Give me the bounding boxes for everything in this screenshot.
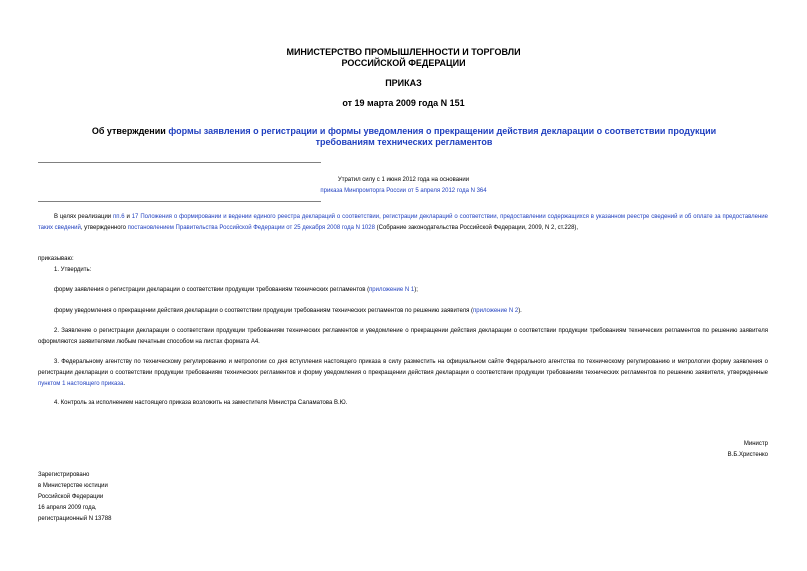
registration-line-1: Зарегистрировано: [38, 472, 90, 478]
form-1-end: );: [414, 287, 418, 293]
item-1: 1. Утвердить:: [54, 267, 92, 273]
divider-top: [38, 162, 321, 163]
registration-block: [38, 470, 238, 525]
form-2-text: форму уведомления о прекращении действия декларации о соответствии продукции требованиям технических регламентов по решению заявителя (: [54, 308, 474, 314]
item-2: 2. Заявление о регистрации декларации о соответствии продукции требованиям технических регламентов и уведомление о прекращении действия декларации о соответствии продукции требованиям технических регламентов по решению заявителя оформляются заявителями любым печатным способом на листах формата А4.: [38, 328, 768, 345]
item-4: 4. Контроль за исполнением настоящего приказа возложить на заместителя Министра Саламатова В.Ю.: [54, 400, 348, 406]
ministry-line-1: МИНИСТЕРСТВО ПРОМЫШЛЕННОСТИ И ТОРГОВЛИ: [286, 47, 521, 57]
signature-name: В.Б.Христенко: [727, 452, 768, 458]
appendix-2-link[interactable]: приложение N 2: [473, 308, 519, 314]
preamble-text-5: (Собрание законодательства Российской Федерации, 2009, N 2, ст.228),: [374, 225, 579, 231]
form-2-line: [38, 306, 768, 317]
ministry-line-2: РОССИЙСКОЙ ФЕДЕРАЦИИ: [341, 58, 466, 68]
repeal-note: [300, 175, 507, 197]
registration-line-3: Российской Федерации: [38, 494, 104, 500]
form-1-line: [38, 285, 768, 296]
preamble-text-2: и: [124, 214, 132, 220]
preamble-text-1: В целях реализации: [54, 214, 114, 220]
doc-date-number: от 19 марта 2009 года N 151: [342, 98, 465, 108]
doc-title: [80, 126, 728, 148]
preamble-text-4: , утвержденного: [80, 225, 128, 231]
doc-type: ПРИКАЗ: [385, 78, 422, 88]
registration-line-4: 16 апреля 2009 года,: [38, 505, 97, 511]
preamble-link-pp6[interactable]: пп.6: [113, 214, 125, 220]
item-3: [38, 357, 768, 390]
form-1-text: форму заявления о регистрации декларации о соответствии продукции требованиям технических регламентов (: [54, 287, 370, 293]
preamble-link-decree[interactable]: постановлением Правительства Российской Федерации от 25 декабря 2008 года N 1028: [127, 225, 375, 231]
preamble-paragraph: [38, 212, 768, 234]
repeal-note-text: Утратил силу с 1 июня 2012 года на основании: [337, 177, 470, 183]
repeal-note-link[interactable]: приказа Минпромторга России от 5 апреля 2012 года N 364: [320, 188, 487, 194]
item-3-text: 3. Федеральному агентству по техническому регулированию и метрологии со дня вступления настоящего приказа в силу разместить на официальном сайте Федерального агентства по техническому регулированию и метрологии форму заявления о регистрации декларации о соответствии продукции требованиям технических регламентов и форму уведомления о прекращении действия декларации о соответствии продукции требованиям технических регламентов по решению заявителя, утвержденные: [38, 359, 768, 376]
title-link[interactable]: формы заявления о регистрации и формы уведомления о прекращении действия декларации о соответствии продукции требованиям технических регламентов: [168, 126, 717, 147]
form-2-end: ).: [518, 308, 522, 314]
registration-line-2: в Министерстве юстиции: [38, 483, 108, 489]
appendix-1-link[interactable]: приложение N 1: [369, 287, 415, 293]
item-3-link[interactable]: пунктом 1 настоящего приказа: [38, 381, 124, 387]
item-3-end: .: [123, 381, 125, 387]
title-prefix: Об утверждении: [91, 126, 169, 136]
divider-bottom: [38, 201, 321, 202]
preamble-link-regulation[interactable]: Положения о формировании и ведении единого реестра деклараций о соответствии, регистрации деклараций о соответствии, предоставлении содержащихся в указанном реестре сведений и об оплате за предоставление таких сведений: [38, 214, 768, 231]
signature-position: Министр: [743, 441, 768, 447]
preamble-link-17[interactable]: 17: [131, 214, 139, 220]
orders-line: приказываю:: [38, 256, 74, 262]
registration-line-5: регистрационный N 13788: [38, 516, 112, 522]
